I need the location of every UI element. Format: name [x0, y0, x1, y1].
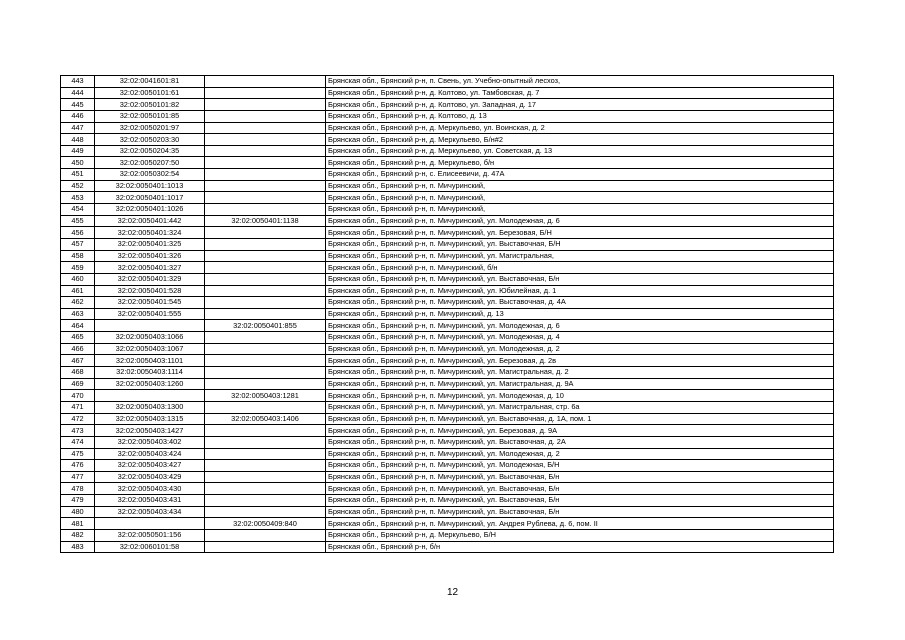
table-row — [61, 332, 834, 344]
cadastral-number-cell: 32:02:0050201:97 — [95, 122, 205, 134]
previous-cadastral-number-cell — [205, 367, 326, 379]
cadastral-number-cell: 32:02:0050101:61 — [95, 87, 205, 99]
cadastral-number-cell: 32:02:0050403:402 — [95, 436, 205, 448]
previous-cadastral-number-cell — [205, 297, 326, 309]
previous-cadastral-number-cell — [205, 204, 326, 216]
address-cell: Брянская обл., Брянский р-н, п. Мичуринский, ул. Березовая, д. 9А — [326, 425, 834, 437]
row-number-cell: 470 — [61, 390, 95, 402]
previous-cadastral-number-cell — [205, 425, 326, 437]
table-row — [61, 378, 834, 390]
previous-cadastral-number-cell — [205, 355, 326, 367]
previous-cadastral-number-cell — [205, 157, 326, 169]
row-number-cell: 477 — [61, 471, 95, 483]
table-row — [61, 110, 834, 122]
cadastral-number-cell: 32:02:0050403:1315 — [95, 413, 205, 425]
table-row — [61, 460, 834, 472]
address-cell: Брянская обл., Брянский р-н, б/н — [326, 541, 834, 553]
address-cell: Брянская обл., Брянский р-н, п. Мичуринский, ул. Магистральная, д. 2 — [326, 367, 834, 379]
cadastral-registry-table — [60, 75, 834, 553]
row-number-cell: 446 — [61, 110, 95, 122]
cadastral-number-cell: 32:02:0060101:58 — [95, 541, 205, 553]
address-cell: Брянская обл., Брянский р-н, п. Мичуринский, б/н — [326, 262, 834, 274]
address-cell: Брянская обл., Брянский р-н, д. Колтово, ул. Тамбовская, д. 7 — [326, 87, 834, 99]
row-number-cell: 453 — [61, 192, 95, 204]
previous-cadastral-number-cell — [205, 506, 326, 518]
address-cell: Брянская обл., Брянский р-н, п. Мичуринский, — [326, 204, 834, 216]
cadastral-number-cell: 32:02:0050403:1114 — [95, 367, 205, 379]
table-row — [61, 308, 834, 320]
table-row — [61, 506, 834, 518]
row-number-cell: 448 — [61, 134, 95, 146]
cadastral-number-cell: 32:02:0050204:35 — [95, 145, 205, 157]
row-number-cell: 454 — [61, 204, 95, 216]
page-number: 12 — [446, 587, 459, 598]
table-row — [61, 471, 834, 483]
table-row — [61, 483, 834, 495]
previous-cadastral-number-cell — [205, 378, 326, 390]
row-number-cell: 471 — [61, 401, 95, 413]
row-number-cell: 463 — [61, 308, 95, 320]
previous-cadastral-number-cell — [205, 122, 326, 134]
table-row — [61, 297, 834, 309]
address-cell: Брянская обл., Брянский р-н, п. Мичуринский, ул. Молодежная, Б/Н — [326, 460, 834, 472]
cadastral-number-cell: 32:02:0050403:424 — [95, 448, 205, 460]
address-cell: Брянская обл., Брянский р-н, п. Мичуринский, ул. Магистральная, стр. 6а — [326, 401, 834, 413]
table-row — [61, 262, 834, 274]
cadastral-number-cell: 32:02:0050401:1017 — [95, 192, 205, 204]
cadastral-number-cell: 32:02:0041601:81 — [95, 76, 205, 88]
address-cell: Брянская обл., Брянский р-н, п. Мичуринский, ул. Молодежная, д. 2 — [326, 343, 834, 355]
row-number-cell: 445 — [61, 99, 95, 111]
table-row — [61, 122, 834, 134]
row-number-cell: 459 — [61, 262, 95, 274]
cadastral-number-cell: 32:02:0050501:156 — [95, 529, 205, 541]
address-cell: Брянская обл., Брянский р-н, п. Мичуринский, ул. Молодежная, д. 4 — [326, 332, 834, 344]
address-cell: Брянская обл., Брянский р-н, с. Елисеевичи, д. 47А — [326, 169, 834, 181]
row-number-cell: 482 — [61, 529, 95, 541]
cadastral-number-cell: 32:02:0050401:442 — [95, 215, 205, 227]
cadastral-number-cell: 32:02:0050401:327 — [95, 262, 205, 274]
cadastral-number-cell: 32:02:0050403:1300 — [95, 401, 205, 413]
table-row — [61, 273, 834, 285]
address-cell: Брянская обл., Брянский р-н, п. Мичуринский, — [326, 192, 834, 204]
table-row — [61, 448, 834, 460]
address-cell: Брянская обл., Брянский р-н, п. Мичуринский, ул. Молодежная, д. 2 — [326, 448, 834, 460]
address-cell: Брянская обл., Брянский р-н, п. Мичуринский, ул. Выставочная, Б/н — [326, 495, 834, 507]
table-row — [61, 285, 834, 297]
address-cell: Брянская обл., Брянский р-н, п. Мичуринский, ул. Выставочная, Б/н — [326, 273, 834, 285]
address-cell: Брянская обл., Брянский р-н, п. Мичуринский, ул. Молодежная, д. 6 — [326, 320, 834, 332]
table-row — [61, 180, 834, 192]
cadastral-number-cell: 32:02:0050401:1026 — [95, 204, 205, 216]
row-number-cell: 462 — [61, 297, 95, 309]
row-number-cell: 475 — [61, 448, 95, 460]
table-row — [61, 436, 834, 448]
previous-cadastral-number-cell — [205, 495, 326, 507]
table-row — [61, 99, 834, 111]
row-number-cell: 461 — [61, 285, 95, 297]
previous-cadastral-number-cell — [205, 332, 326, 344]
address-cell: Брянская обл., Брянский р-н, п. Мичуринский, ул. Магистральная, — [326, 250, 834, 262]
previous-cadastral-number-cell — [205, 227, 326, 239]
address-cell: Брянская обл., Брянский р-н, д. Меркульево, Б/Н — [326, 529, 834, 541]
row-number-cell: 457 — [61, 238, 95, 250]
previous-cadastral-number-cell — [205, 483, 326, 495]
previous-cadastral-number-cell — [205, 110, 326, 122]
table-row — [61, 157, 834, 169]
previous-cadastral-number-cell — [205, 273, 326, 285]
row-number-cell: 480 — [61, 506, 95, 518]
table-row — [61, 134, 834, 146]
table-row — [61, 390, 834, 402]
address-cell: Брянская обл., Брянский р-н, п. Мичуринский, ул. Молодежная, д. 6 — [326, 215, 834, 227]
table-row — [61, 529, 834, 541]
row-number-cell: 456 — [61, 227, 95, 239]
row-number-cell: 465 — [61, 332, 95, 344]
previous-cadastral-number-cell — [205, 308, 326, 320]
row-number-cell: 466 — [61, 343, 95, 355]
table-row — [61, 367, 834, 379]
cadastral-number-cell: 32:02:0050403:1067 — [95, 343, 205, 355]
row-number-cell: 474 — [61, 436, 95, 448]
previous-cadastral-number-cell — [205, 343, 326, 355]
previous-cadastral-number-cell: 32:02:0050401:1138 — [205, 215, 326, 227]
address-cell: Брянская обл., Брянский р-н, д. Колтово, д. 13 — [326, 110, 834, 122]
cadastral-number-cell: 32:02:0050203:30 — [95, 134, 205, 146]
cadastral-number-cell: 32:02:0050403:1260 — [95, 378, 205, 390]
table-row — [61, 76, 834, 88]
address-cell: Брянская обл., Брянский р-н, д. Колтово, ул. Западная, д. 17 — [326, 99, 834, 111]
previous-cadastral-number-cell: 32:02:0050403:1281 — [205, 390, 326, 402]
row-number-cell: 478 — [61, 483, 95, 495]
previous-cadastral-number-cell — [205, 460, 326, 472]
cadastral-number-cell: 32:02:0050101:82 — [95, 99, 205, 111]
row-number-cell: 479 — [61, 495, 95, 507]
row-number-cell: 451 — [61, 169, 95, 181]
address-cell: Брянская обл., Брянский р-н, п. Свень, ул. Учебно-опытный лесхоз, — [326, 76, 834, 88]
previous-cadastral-number-cell — [205, 285, 326, 297]
table-row — [61, 169, 834, 181]
table-row — [61, 87, 834, 99]
cadastral-number-cell: 32:02:0050207:50 — [95, 157, 205, 169]
table-row — [61, 413, 834, 425]
cadastral-number-cell: 32:02:0050401:325 — [95, 238, 205, 250]
row-number-cell: 468 — [61, 367, 95, 379]
address-cell: Брянская обл., Брянский р-н, п. Мичуринский, ул. Выставочная, Б/н — [326, 483, 834, 495]
row-number-cell: 481 — [61, 518, 95, 530]
cadastral-number-cell — [95, 320, 205, 332]
table-row — [61, 145, 834, 157]
cadastral-number-cell — [95, 390, 205, 402]
table-row — [61, 343, 834, 355]
row-number-cell: 458 — [61, 250, 95, 262]
table-row — [61, 355, 834, 367]
cadastral-number-cell: 32:02:0050403:431 — [95, 495, 205, 507]
cadastral-number-cell: 32:02:0050403:1066 — [95, 332, 205, 344]
row-number-cell: 460 — [61, 273, 95, 285]
previous-cadastral-number-cell — [205, 76, 326, 88]
previous-cadastral-number-cell — [205, 180, 326, 192]
address-cell: Брянская обл., Брянский р-н, п. Мичуринский, ул. Выставочная, д. 2А — [326, 436, 834, 448]
address-cell: Брянская обл., Брянский р-н, п. Мичуринский, ул. Выставочная, д. 4А — [326, 297, 834, 309]
cadastral-number-cell: 32:02:0050401:329 — [95, 273, 205, 285]
previous-cadastral-number-cell — [205, 238, 326, 250]
previous-cadastral-number-cell — [205, 448, 326, 460]
row-number-cell: 476 — [61, 460, 95, 472]
table-row — [61, 401, 834, 413]
address-cell: Брянская обл., Брянский р-н, п. Мичуринский, ул. Березовая, Б/Н — [326, 227, 834, 239]
table-row — [61, 518, 834, 530]
cadastral-number-cell: 32:02:0050401:1013 — [95, 180, 205, 192]
table-row — [61, 238, 834, 250]
cadastral-number-cell — [95, 518, 205, 530]
previous-cadastral-number-cell — [205, 87, 326, 99]
address-cell: Брянская обл., Брянский р-н, п. Мичуринский, ул. Молодежная, д. 10 — [326, 390, 834, 402]
address-cell: Брянская обл., Брянский р-н, п. Мичуринский, ул. Выставочная, Б/Н — [326, 238, 834, 250]
cadastral-number-cell: 32:02:0050401:545 — [95, 297, 205, 309]
row-number-cell: 483 — [61, 541, 95, 553]
cadastral-number-cell: 32:02:0050403:1101 — [95, 355, 205, 367]
row-number-cell: 467 — [61, 355, 95, 367]
address-cell: Брянская обл., Брянский р-н, п. Мичуринский, — [326, 180, 834, 192]
address-cell: Брянская обл., Брянский р-н, п. Мичуринский, ул. Выставочная, Б/н — [326, 471, 834, 483]
table-row — [61, 192, 834, 204]
row-number-cell: 455 — [61, 215, 95, 227]
address-cell: Брянская обл., Брянский р-н, п. Мичуринский, ул. Выставочная, д. 1А, пом. 1 — [326, 413, 834, 425]
cadastral-number-cell: 32:02:0050403:434 — [95, 506, 205, 518]
previous-cadastral-number-cell — [205, 192, 326, 204]
address-cell: Брянская обл., Брянский р-н, д. Меркульево, б/н — [326, 157, 834, 169]
address-cell: Брянская обл., Брянский р-н, д. Меркульево, Б/н#2 — [326, 134, 834, 146]
previous-cadastral-number-cell — [205, 436, 326, 448]
table-row — [61, 215, 834, 227]
row-number-cell: 444 — [61, 87, 95, 99]
address-cell: Брянская обл., Брянский р-н, д. Меркульево, ул. Советская, д. 13 — [326, 145, 834, 157]
previous-cadastral-number-cell: 32:02:0050403:1406 — [205, 413, 326, 425]
table-row — [61, 250, 834, 262]
previous-cadastral-number-cell — [205, 471, 326, 483]
row-number-cell: 452 — [61, 180, 95, 192]
address-cell: Брянская обл., Брянский р-н, п. Мичуринский, ул. Выставочная, Б/н — [326, 506, 834, 518]
address-cell: Брянская обл., Брянский р-н, п. Мичуринский, ул. Березовая, д. 2в — [326, 355, 834, 367]
address-cell: Брянская обл., Брянский р-н, п. Мичуринский, ул. Магистральная, д. 9А — [326, 378, 834, 390]
cadastral-number-cell: 32:02:0050401:326 — [95, 250, 205, 262]
cadastral-number-cell: 32:02:0050403:427 — [95, 460, 205, 472]
address-cell: Брянская обл., Брянский р-н, д. Меркульево, ул. Воинская, д. 2 — [326, 122, 834, 134]
cadastral-number-cell: 32:02:0050403:429 — [95, 471, 205, 483]
previous-cadastral-number-cell: 32:02:0050401:855 — [205, 320, 326, 332]
address-cell: Брянская обл., Брянский р-н, п. Мичуринский, ул. Андрея Рублева, д. 6, пом. II — [326, 518, 834, 530]
table-row — [61, 495, 834, 507]
row-number-cell: 447 — [61, 122, 95, 134]
address-cell: Брянская обл., Брянский р-н, п. Мичуринский, ул. Юбилейная, д. 1 — [326, 285, 834, 297]
previous-cadastral-number-cell — [205, 401, 326, 413]
table-row — [61, 425, 834, 437]
row-number-cell: 464 — [61, 320, 95, 332]
previous-cadastral-number-cell: 32:02:0050409:840 — [205, 518, 326, 530]
previous-cadastral-number-cell — [205, 541, 326, 553]
address-cell: Брянская обл., Брянский р-н, п. Мичуринский, д. 13 — [326, 308, 834, 320]
table-row — [61, 541, 834, 553]
row-number-cell: 473 — [61, 425, 95, 437]
cadastral-number-cell: 32:02:0050302:54 — [95, 169, 205, 181]
cadastral-number-cell: 32:02:0050403:430 — [95, 483, 205, 495]
row-number-cell: 469 — [61, 378, 95, 390]
previous-cadastral-number-cell — [205, 169, 326, 181]
table-row — [61, 227, 834, 239]
row-number-cell: 443 — [61, 76, 95, 88]
previous-cadastral-number-cell — [205, 250, 326, 262]
cadastral-number-cell: 32:02:0050401:555 — [95, 308, 205, 320]
cadastral-number-cell: 32:02:0050403:1427 — [95, 425, 205, 437]
previous-cadastral-number-cell — [205, 529, 326, 541]
table-row — [61, 320, 834, 332]
previous-cadastral-number-cell — [205, 134, 326, 146]
cadastral-number-cell: 32:02:0050401:324 — [95, 227, 205, 239]
previous-cadastral-number-cell — [205, 145, 326, 157]
registry-table-body — [61, 76, 834, 553]
row-number-cell: 472 — [61, 413, 95, 425]
cadastral-number-cell: 32:02:0050101:85 — [95, 110, 205, 122]
row-number-cell: 449 — [61, 145, 95, 157]
previous-cadastral-number-cell — [205, 99, 326, 111]
cadastral-number-cell: 32:02:0050401:528 — [95, 285, 205, 297]
table-row — [61, 204, 834, 216]
previous-cadastral-number-cell — [205, 262, 326, 274]
row-number-cell: 450 — [61, 157, 95, 169]
